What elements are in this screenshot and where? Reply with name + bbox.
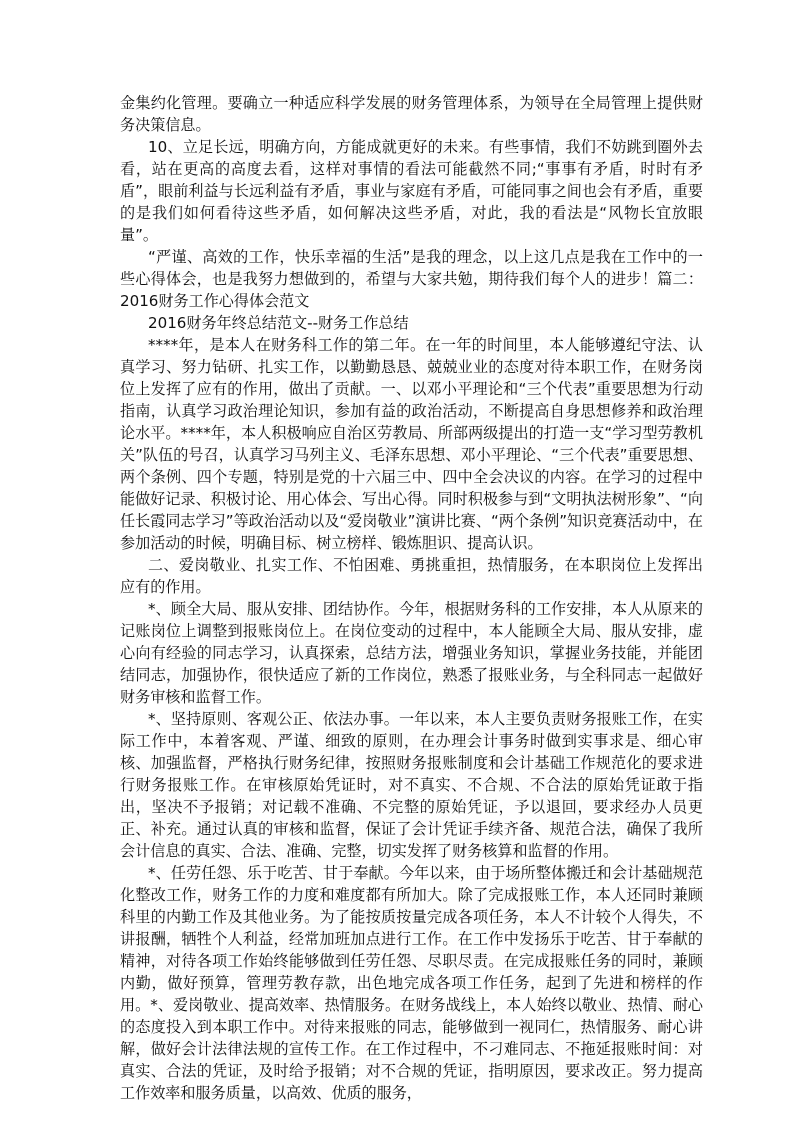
paragraph-teamwork: *、顾全大局、服从安排、团结协作。今年，根据财务科的工作安排，本人从原来的记账岗位上调整到报账岗位上。在岗位变动的过程中，本人能顾全大局、服从安排，虚心向有经验的同志学习，认真探索，总结方法，增强业务知识，掌握业务技能，并能团结同志，加强协作，很快适应了新的工作岗位，熟悉了报账业务，与全科同志一起做好财务审核和监督工作。 — [120, 600, 703, 706]
paragraph-intro: ****年，是本人在财务科工作的第二年。在一年的时间里，本人能够遵纪守法、认真学习、努力钻研、扎实工作，以勤勤恳恳、兢兢业业的态度对待本职工作，在财务岗位上发挥了应有的作用，做出了贡献。一、以邓小平理论和“三个代表”重要思想为行动指南，认真学习政治理论知识，参加有益的政治活动，不断提高自身思想修养和政治理论水平。****年，本人积极响应自治区劳教局、所部两级提出的打造一支“学习型劳教机关”队伍的号召，认真学习马列主义、毛泽东思想、邓小平理论、“三个代表”重要思想、两个条例、四个专题，特别是党的十六届三中、四中全会决议的内容。在学习的过程中能做好记录、积极讨论、用心体会、写出心得。同时积极参与到“文明执法树形象”、“向任长霞同志学习”等政治活动以及“爱岗敬业”演讲比赛、“两个条例”知识竞赛活动中，在参加活动的时候，明确目标、树立榜样、锻炼胆识、提高认识。 — [120, 336, 703, 552]
paragraph-heading-two: 二、爱岗敬业、扎实工作、不怕困难、勇挑重担，热情服务，在本职岗位上发挥出应有的作用。 — [120, 556, 703, 596]
paragraph-principles: *、坚持原则、客观公正、依法办事。一年以来，本人主要负责财务报账工作，在实际工作中，本着客观、严谨、细致的原则，在办理会计事务时做到实事求是、细心审核、加强监督，严格执行财务纪律，按照财务报账制度和会计基础工作规范化的要求进行财务报账工作。在审核原始凭证时，对不真实、不合规、不合法的原始凭证敢于指出，坚决不予报销；对记载不准确、不完整的原始凭证，予以退回，要求经办人员更正、补充。通过认真的审核和监督，保证了会计凭证手续齐备、规范合法，确保了我所会计信息的真实、合法、准确、完整，切实发挥了财务核算和监督的作用。 — [120, 710, 703, 860]
paragraph-closing: “严谨、高效的工作，快乐幸福的生活”是我的理念，以上这几点是我在工作中的一些心得体会，也是我努力想做到的，希望与大家共勉，期待我们每个人的进步！篇二：2016财务工作心得体会范文 — [120, 248, 703, 310]
paragraph-dedication: *、任劳任怨、乐于吃苦、甘于奉献。今年以来，由于场所整体搬迁和会计基础规范化整改工作，财务工作的力度和难度都有所加大。除了完成报账工作，本人还同时兼顾科里的内勤工作及其他业务。为了能按质按量完成各项任务，本人不计较个人得失，不讲报酬，牺牲个人利益，经常加班加点进行工作。在工作中发扬乐于吃苦、甘于奉献的精神，对待各项工作始终能够做到任劳任怨、尽职尽责。在完成报账任务的同时，兼顾内勤，做好预算，管理劳教存款，出色地完成各项工作任务，起到了先进和榜样的作用。*、爱岗敬业、提高效率、热情服务。在财务战线上，本人始终以敬业、热情、耐心的态度投入到本职工作中。对待来报账的同志，能够做到一视同仁，热情服务、耐心讲解，做好会计法律法规的宣传工作。在工作过程中，不刁难同志、不拖延报账时间：对真实、合法的凭证，及时给予报销；对不合规的凭证，指明原因，要求改正。努力提高工作效率和服务质量，以高效、优质的服务， — [120, 864, 703, 1102]
document-body — [120, 92, 703, 1104]
section-title: 2016财务年终总结范文--财务工作总结 — [148, 314, 409, 332]
paragraph-continuation: 金集约化管理。要确立一种适应科学发展的财务管理体系，为领导在全局管理上提供财务决策信息。 — [120, 94, 703, 134]
paragraph-point-10: 10、立足长远，明确方向，方能成就更好的未来。有些事情，我们不妨跳到圈外去看，站在更高的高度去看，这样对事情的看法可能截然不同;“事事有矛盾，时时有矛盾”，眼前利益与长远利益有矛盾，事业与家庭有矛盾，可能同事之间也会有矛盾，重要的是我们如何看待这些矛盾，如何解决这些矛盾，对此，我的看法是“风物长宜放眼量”。 — [120, 138, 703, 244]
